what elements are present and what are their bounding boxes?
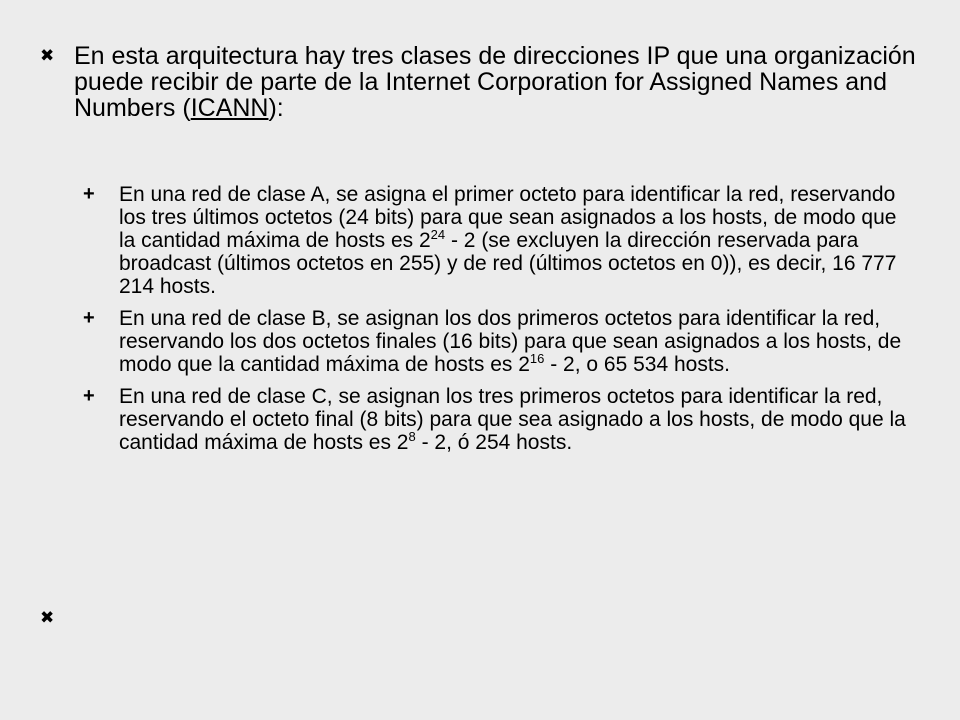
intro-bullet-item [38,43,918,121]
empty-bullet-item [38,605,918,631]
exponent: 16 [529,351,545,366]
class-c-item: + En una red de clase C, se asignan los tres primeros octetos para identificar la red, reservando el octeto final (8 bits) para que sea asignado a los hosts, de modo que la cantidad máxima de hosts es $2^8 - 2$, ó 254 hosts. [80,385,910,454]
icann-link[interactable]: ICANN [190,94,269,122]
intro-text: En esta arquitectura hay tres clases de direcciones IP que una organización puede recibir de parte de la Internet Corporation for Assigned Names and Numbers (ICANN): [74,42,916,122]
class-b-item: + En una red de clase B, se asignan los dos primeros octetos para identificar la red, reservando los dos octetos finales (16 bits) para que sean asignados a los hosts, de modo que la cantidad máxima de hosts es $2^{16} - 2$, o 65 534 hosts. [80,307,910,376]
class-list [80,183,910,463]
exponent: 24 [430,227,446,242]
class-a-item: + En una red de clase A, se asigna el primer octeto para identificar la red, reservando los tres últimos octetos (24 bits) para que sean asignados a los hosts, de modo que la cantidad máxima de hosts es $2^{24} - 2$ (se excluyen la dirección reservada para broadcast (últimos octetos en 255) y de red (últimos octetos en 0)), es decir, 16 777 214 hosts. [80,183,910,298]
exponent: 8 [408,429,416,444]
plus-icon: + [83,183,95,205]
plus-icon: + [83,307,95,329]
plus-icon: + [83,385,95,407]
x-mark-icon: ✖ [40,46,55,65]
x-mark-icon: ✖ [40,608,55,627]
